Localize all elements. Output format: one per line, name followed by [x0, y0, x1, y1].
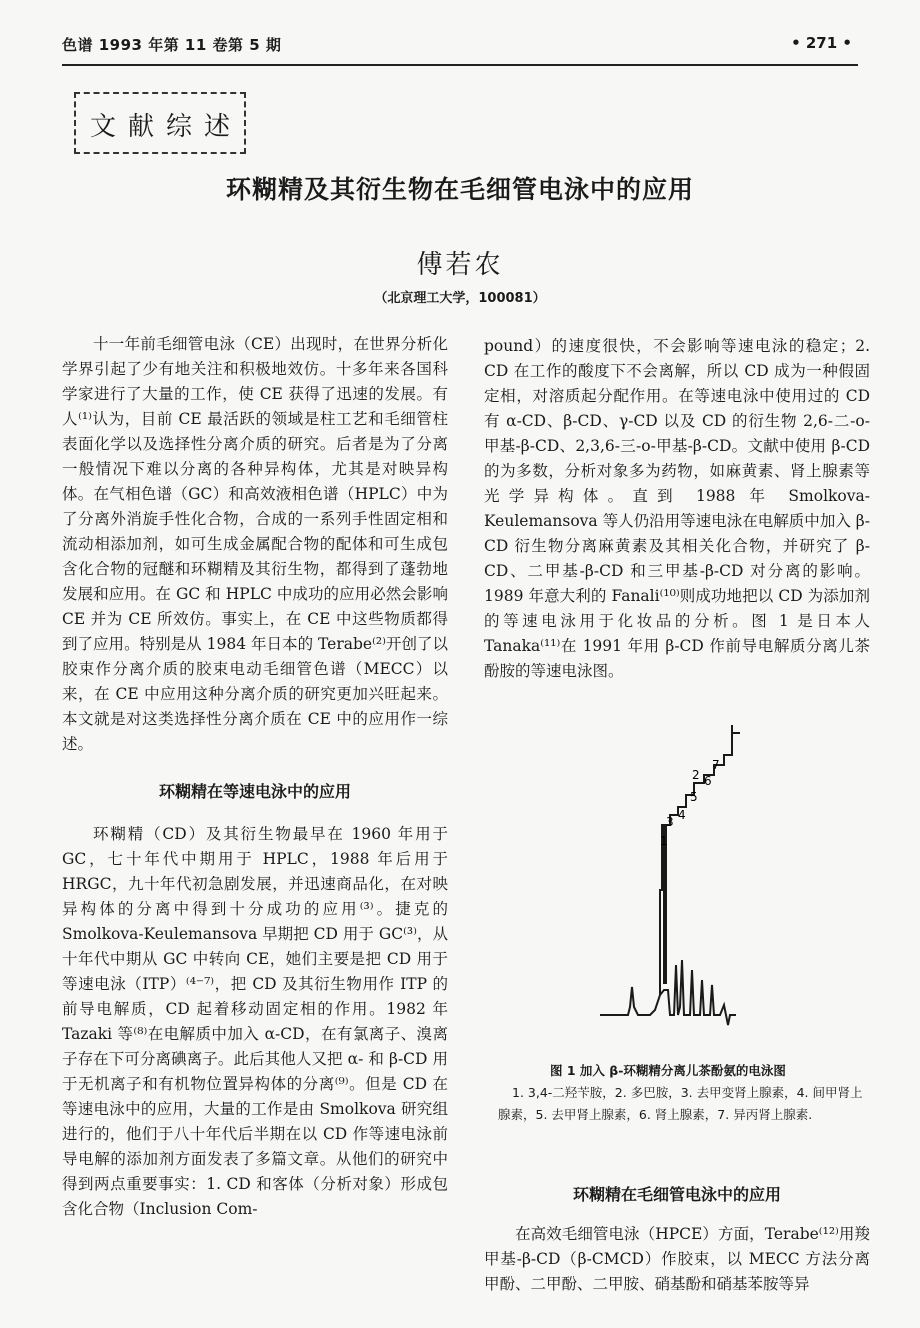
left-column: [62, 332, 448, 1222]
section-heading-ce: 环糊精在毛细管电泳中的应用: [572, 1185, 781, 1204]
hpce-paragraph: 在高效毛细管电泳（HPCE）方面，Terabe⁽¹²⁾用羧甲基-β-CD（β-CMCD）作胶束，以 MECC 方法分离甲酚、二甲酚、二甲胺、硝基酚和硝基苯胺等异: [484, 1225, 870, 1293]
itp-paragraph: 环糊精（CD）及其衍生物最早在 1960 年用于 GC，七十年代中期用于 HPLC，1988 年后用于 HRGC，九十年代初急剧发展，并迅速商品化，在对映异构体的分离中得到十分成功的应用⁽³⁾。捷克的 Smolkova-Keulemansova 早期把 CD 用于 GC⁽³⁾，从十年代中期从 GC 中转向 CE，她们主要是把 CD 用于等速电泳（ITP）⁽⁴⁻⁷⁾，把 CD 及其衍生物用作 ITP 的前导电解质，CD 起着移动固定相的作用。1982 年 Tazaki 等⁽⁸⁾在电解质中加入 α-CD，在有氯离子、溴离子存在下可分离碘离子。此后其他人又把 α- 和 β-CD 用于无机离子和有机物位置异构体的分离⁽⁹⁾。但是 CD 在等速电泳中的应用，大量的工作是由 Smolkova 研究组进行的，他们于八十年代后半期在以 CD 作等速电泳前导电解的添加剂方面发表了多篇文章。从他们的研究中得到两点重要事实：1. CD 和客体（分析对象）形成包含化合物（Inclusion Com-: [62, 825, 448, 1218]
author-name: 傅若农: [416, 250, 504, 280]
header-rule: [62, 64, 858, 66]
peak-label-3: 3: [666, 815, 674, 829]
section-label-box: [74, 92, 246, 154]
figure-caption-text: 1. 3,4-二羟苄胺，2. 多巴胺，3. 去甲变肾上腺素，4. 间甲肾上腺素，5. 去甲肾上腺素，6. 肾上腺素，7. 异丙肾上腺素.: [498, 1085, 863, 1122]
figure-caption-title: 图 1 加入 β-环糊精分离儿茶酚氨的电泳图: [550, 1063, 786, 1078]
article-title: 环糊精及其衍生物在毛细管电泳中的应用: [225, 175, 694, 204]
peak-label-7: 7: [712, 758, 720, 772]
peak-label-6: 6: [704, 774, 712, 788]
continued-paragraph: pound）的速度很快，不会影响等速电泳的稳定；2. CD 在工作的酸度下不会离解，所以 CD 成为一种假固定相，对溶质起分配作用。在等速电泳中使用过的 CD 有 α-CD、β-CD、γ-CD 以及 CD 的衍生物 2,6-二-o-甲基-β-CD、2,3,6-三-o-甲基-β-CD。文献中使用 β-CD 的为多数，分析对象多为药物，如麻黄素、肾上腺素等光学异构体。直到 1988 年 Smolkova-Keulemansova 等人仍沿用等速电泳在电解质中加入 β-CD 衍生物分离麻黄素及其相关化合物，并研究了 β-CD、二甲基-β-CD 和三甲基-β-CD 对分离的影响。1989 年意大利的 Fanali⁽¹⁰⁾则成功地把以 CD 为添加剂的等速电泳用于化妆品的分析。图 1 是日本人 Tanaka⁽¹¹⁾在 1991 年用 β-CD 作前导电解质分离儿茶酚胺的等速电泳图。: [484, 337, 870, 680]
figure-1-electropherogram: [600, 725, 760, 1035]
peak-label-2: 2: [692, 768, 700, 782]
right-column: [484, 334, 870, 684]
peak-label-5: 5: [690, 790, 698, 804]
figure-caption: [498, 1060, 868, 1126]
peak-label-4: 4: [678, 808, 686, 822]
peak-label-1: 1: [660, 834, 668, 848]
section-label: 文献综述: [90, 112, 243, 142]
affiliation: （北京理工大学，100081）: [374, 291, 546, 306]
page-number: • 271 •: [791, 34, 852, 52]
journal-info: 色谱 1993 年第 11 卷第 5 期: [62, 36, 282, 54]
electropherogram-plot: [600, 725, 760, 1035]
intro-paragraph: 十一年前毛细管电泳（CE）出现时，在世界分析化学界引起了少有地关注和积极地效仿。十多年来各国科学家进行了大量的工作，使 CE 获得了迅速的发展。有人⁽¹⁾认为，目前 CE 最活跃的领域是柱工艺和毛细管柱表面化学以及选择性分离介质的研究。后者是为了分离一般情况下难以分离的各种异构体，尤其是对映异构体。在气相色谱（GC）和高效液相色谱（HPLC）中为了分离外消旋手性化合物，合成的一系列手性固定相和流动相添加剂，如可生成金属配合物的配体和可生成包含化合物的冠醚和环糊精及其衍生物，都得到了蓬勃地发展和应用。在 GC 和 HPLC 中成功的应用必然会影响 CE 并为 CE 所效仿。事实上，在 CE 中这些物质都得到了应用。特别是从 1984 年日本的 Terabe⁽²⁾开创了以胶束作分离介质的胶束电动毛细管色谱（MECC）以来，在 CE 中应用这种分离介质的研究更加兴旺起来。本文就是对这类选择性分离介质在 CE 中的应用作一综述。: [62, 335, 448, 753]
right-column-bottom: [484, 1222, 870, 1297]
section-heading-itp: 环糊精在等速电泳中的应用: [158, 782, 351, 801]
